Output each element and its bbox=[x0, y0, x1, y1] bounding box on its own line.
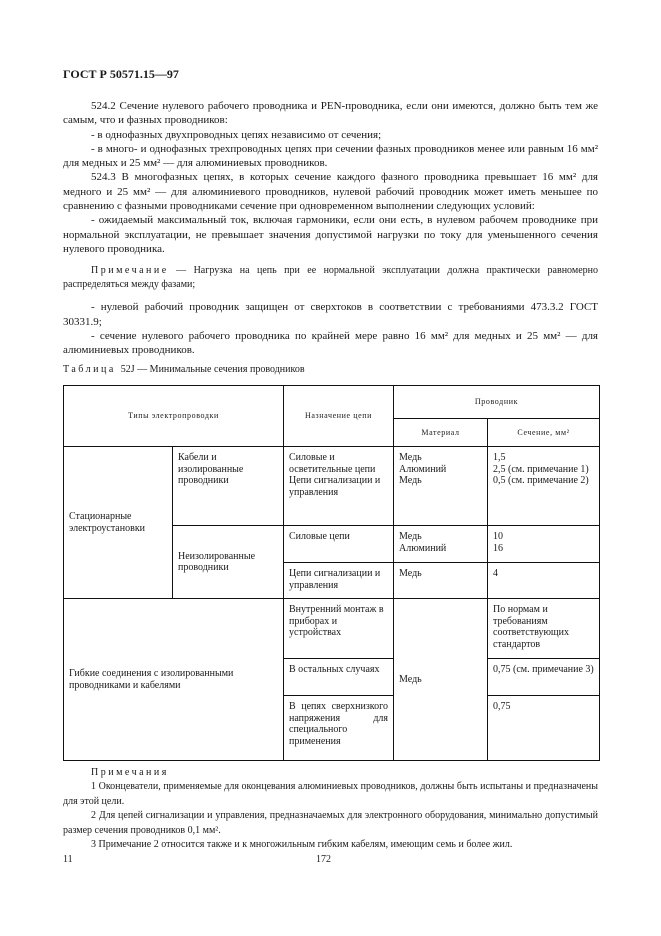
cell-material: Медь Алюминий bbox=[394, 526, 488, 563]
list-item: - нулевой рабочий проводник защищен от сверхтоков в соответствии с требованиями 473.3.2 ГОСТ 30331.9; bbox=[63, 301, 598, 328]
list-item: - сечение нулевого рабочего проводника по крайней мере равно 16 мм² для медных и 25 мм² — для алюминиевых проводников. bbox=[63, 329, 598, 357]
cell-stationary: Стационарные электроустановки bbox=[64, 447, 173, 599]
min-sections-table bbox=[63, 385, 600, 761]
header-section: Сечение, мм² bbox=[488, 419, 600, 447]
cell-section: По нормам и требованиям соответствующих стандартов bbox=[488, 599, 600, 659]
cell-section: 4 bbox=[488, 563, 600, 599]
note-item: 2 Для цепей сигнализации и управления, предназначаемых для электронного оборудования, минимально допустимый размер сечения проводников 0,1 мм². bbox=[63, 810, 598, 836]
paragraph-524-3: 524.3 В многофазных цепях, в которых сечение каждого фазного проводника превышает 16 мм² для медного и 25 мм² — для алюминиевого проводников, нулевой рабочий проводник может иметь меньшее по сравнению с фазными проводниками сечение при одновременном выполнении следующих условий: bbox=[63, 171, 598, 213]
note bbox=[63, 264, 598, 292]
note-item: 3 Примечание 2 относится также и к многожильным гибким кабелям, имеющим семь и более жил. bbox=[91, 839, 513, 851]
cell-cables: Кабели и изолированные проводники bbox=[173, 447, 284, 526]
paragraph-524-2: 524.2 Сечение нулевого рабочего проводника и PEN-проводника, если они имеются, должно быть тем же самым, что и фазных проводников: bbox=[63, 100, 598, 127]
note-text: — Нагрузка на цепь при ее нормальной эксплуатации должна практически равномерно распределяться между фазами; bbox=[63, 265, 598, 291]
page-number-left: 11 bbox=[63, 854, 73, 865]
cell-material: Медь bbox=[394, 563, 488, 599]
cell-section: 1,5 2,5 (см. примечание 1) 0,5 (см. примечание 2) bbox=[488, 447, 600, 526]
document-id: ГОСТ Р 50571.15—97 bbox=[63, 67, 179, 81]
cell-purpose: Внутренний монтаж в приборах и устройствах bbox=[284, 599, 394, 659]
table-caption-label: Таблица bbox=[63, 364, 116, 375]
cell-material: Медь bbox=[394, 599, 488, 761]
note-item: 1 Оконцеватели, применяемые для оконцевания алюминиевых проводников, должны быть испытаны и предназначены для этой цели. bbox=[63, 781, 598, 807]
table-caption bbox=[63, 364, 305, 375]
cell-purpose: Силовые и осветительные цепи Цепи сигнализации и управления bbox=[284, 447, 394, 526]
cell-flexible: Гибкие соединения с изолированными проводниками и кабелями bbox=[64, 599, 284, 761]
cell-section: 0,75 bbox=[488, 696, 600, 761]
note-label: Примечание bbox=[91, 265, 169, 277]
cell-purpose: Силовые цепи bbox=[284, 526, 394, 563]
cell-purpose: Цепи сигнализации и управления bbox=[284, 563, 394, 599]
body-text bbox=[63, 99, 598, 357]
list-item: - в много- и однофазных трехпроводных цепях при сечении фазных проводников менее или равным 16 мм² для медных и 25 мм² — для алюминиевых проводников. bbox=[63, 142, 598, 170]
table-notes bbox=[63, 766, 598, 852]
cell-material: Медь Алюминий Медь bbox=[394, 447, 488, 526]
list-item: - ожидаемый максимальный ток, включая гармоники, если они есть, в нулевом рабочем проводнике при нормальной эксплуатации, не превышает значения допустимой нагрузки по току для уменьшенного сечения нулевого проводника. bbox=[63, 214, 598, 255]
cell-purpose: В остальных случаях bbox=[284, 659, 394, 696]
page-number-center: 172 bbox=[316, 854, 331, 865]
table-caption-text: 52J — Минимальные сечения проводников bbox=[120, 364, 305, 375]
header-types: Типы электропроводки bbox=[64, 386, 284, 447]
header-material: Материал bbox=[394, 419, 488, 447]
cell-bare: Неизолированные проводники bbox=[173, 526, 284, 599]
header-conductor: Проводник bbox=[394, 386, 600, 419]
notes-title: Примечания bbox=[91, 767, 169, 778]
header-purpose: Назначение цепи bbox=[284, 386, 394, 447]
cell-section: 0,75 (см. примечание 3) bbox=[488, 659, 600, 696]
cell-section: 10 16 bbox=[488, 526, 600, 563]
cell-purpose: В цепях сверхнизкого напряжения для специального применения bbox=[284, 696, 394, 761]
list-item: - в однофазных двухпроводных цепях независимо от сечения; bbox=[91, 128, 382, 141]
